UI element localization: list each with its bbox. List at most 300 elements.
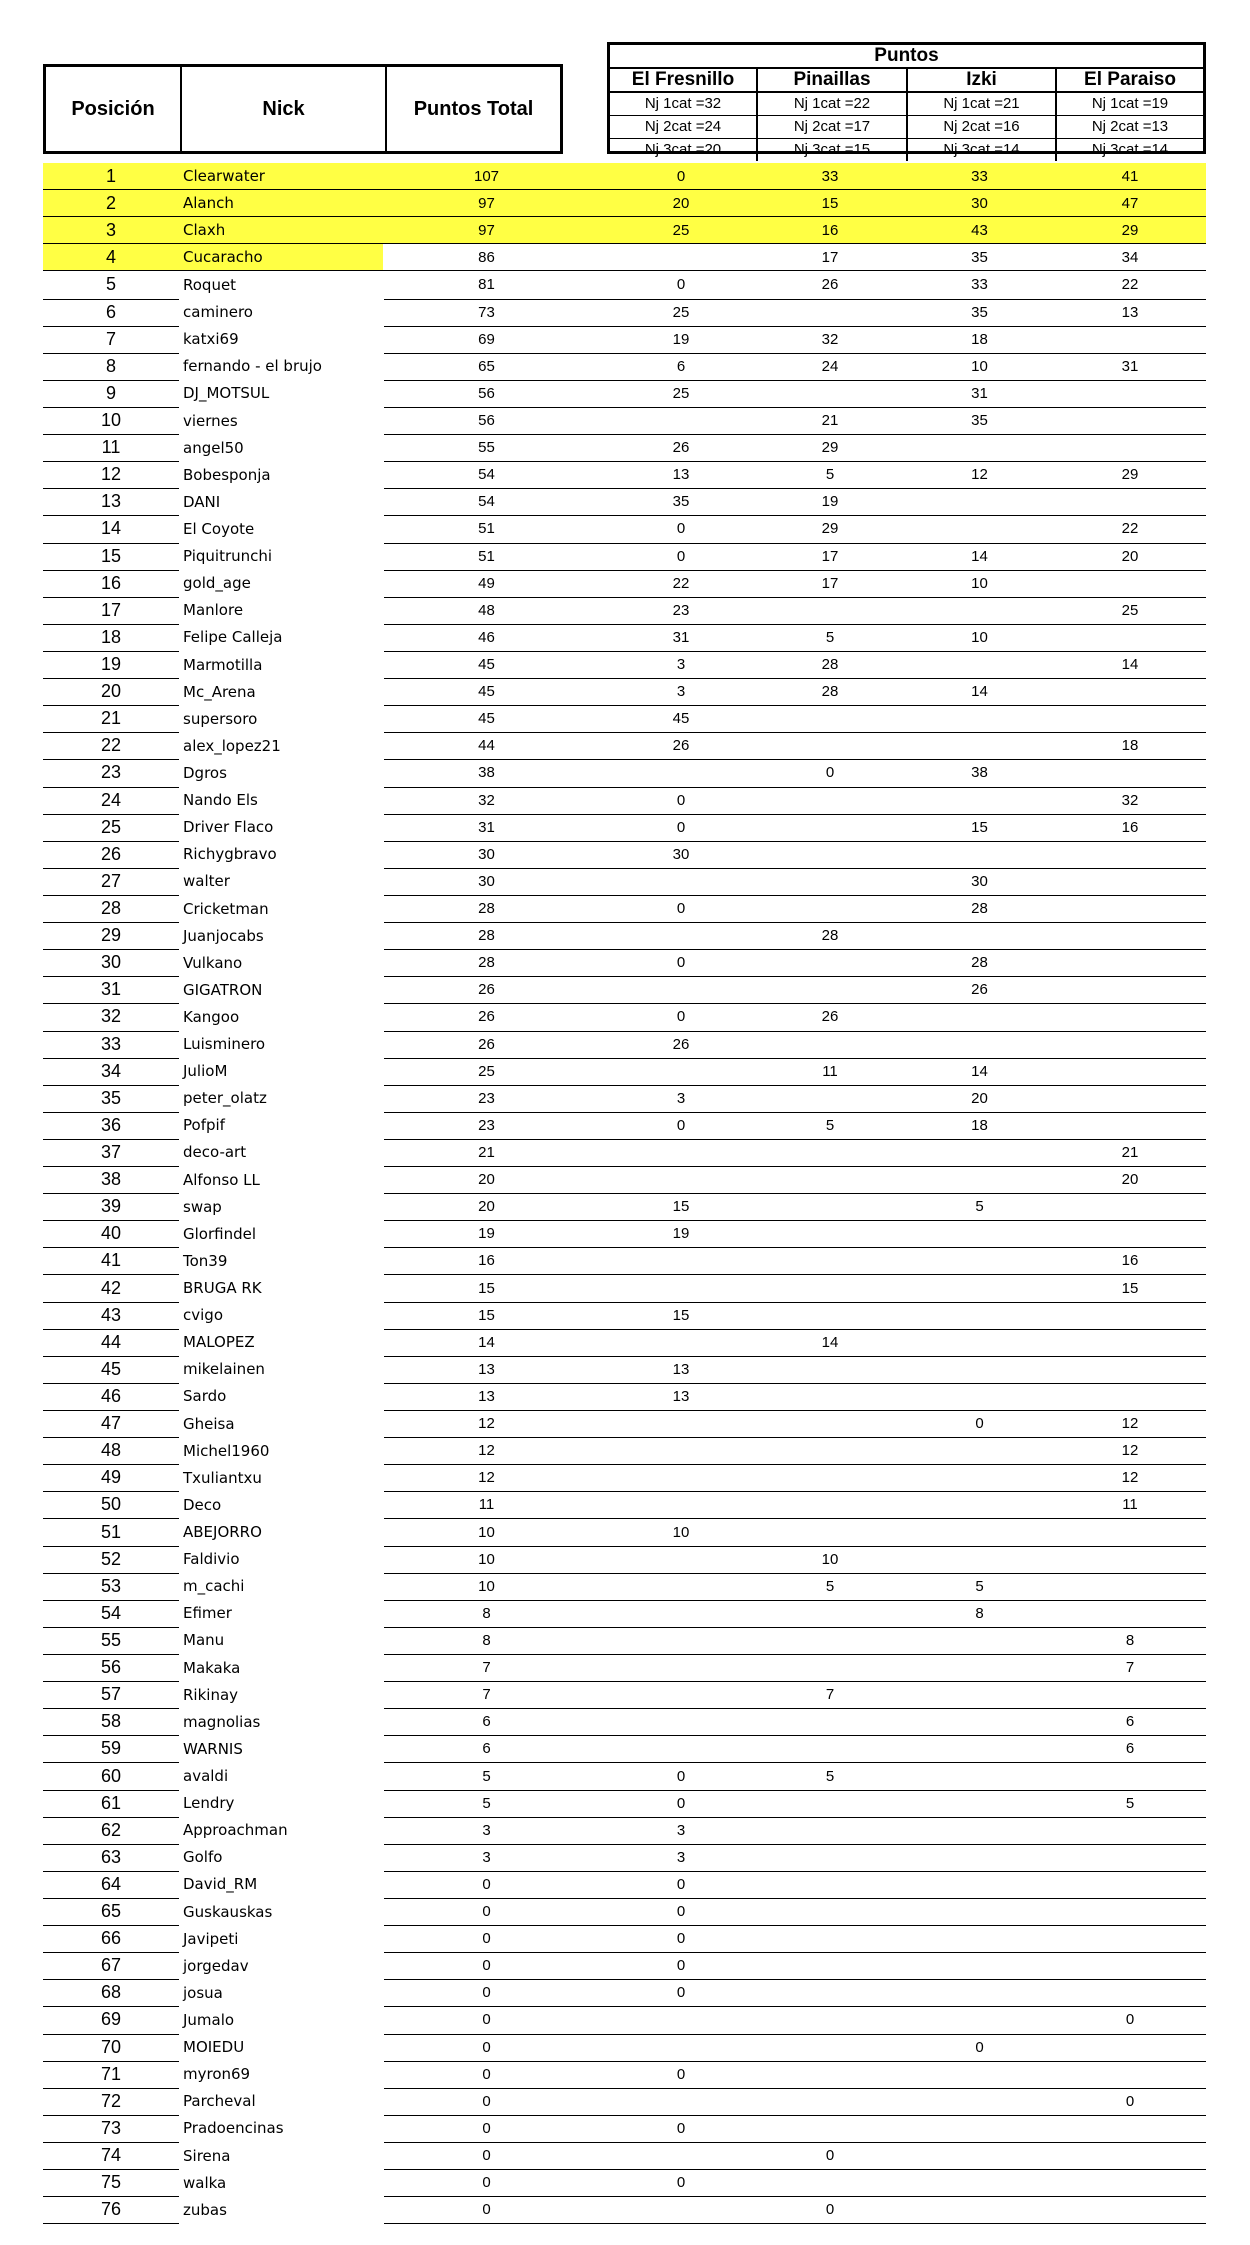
ranking-table bbox=[43, 163, 1206, 2223]
position-cell: 23 bbox=[100, 762, 122, 783]
el-fresnillo-points-cell bbox=[607, 868, 755, 895]
nick-cell: ABEJORRO bbox=[183, 1523, 262, 1542]
total-points-cell: 0 bbox=[482, 2092, 491, 2110]
nick-cell: Lendry bbox=[183, 1794, 235, 1813]
el-fresnillo-points-cell bbox=[607, 244, 755, 270]
el-paraiso-points-cell: 29 bbox=[1121, 466, 1139, 484]
table-row bbox=[43, 2196, 1206, 2223]
table-row bbox=[43, 271, 1206, 298]
pinaillas-points-cell bbox=[755, 1654, 905, 1681]
nick-cell: GIGATRON bbox=[183, 980, 263, 999]
pinaillas-points-cell bbox=[755, 1193, 905, 1220]
pinaillas-points-cell: 32 bbox=[821, 330, 839, 348]
nick-cell: viernes bbox=[183, 411, 238, 430]
position-cell: 52 bbox=[100, 1548, 122, 1569]
pinaillas-points-cell: 19 bbox=[821, 493, 839, 511]
el-paraiso-points-cell bbox=[1054, 705, 1206, 732]
table-row bbox=[43, 1871, 1206, 1898]
pinaillas-points-cell bbox=[755, 1464, 905, 1491]
el-paraiso-points-cell bbox=[1054, 976, 1206, 1003]
position-cell: 46 bbox=[100, 1385, 122, 1406]
izki-points-cell: 8 bbox=[975, 1604, 984, 1622]
nick-cell: Alanch bbox=[183, 194, 234, 213]
nick-cell: Manlore bbox=[183, 601, 244, 620]
nick-cell: caminero bbox=[183, 303, 253, 322]
nick-cell: avaldi bbox=[183, 1767, 229, 1785]
el-paraiso-points-cell bbox=[1054, 1925, 1206, 1952]
izki-points-cell bbox=[905, 651, 1054, 678]
nick-cell: supersoro bbox=[183, 709, 258, 728]
el-paraiso-points-cell bbox=[1054, 1979, 1206, 2006]
table-row bbox=[43, 1112, 1206, 1139]
table-row bbox=[43, 1329, 1206, 1356]
table-row bbox=[43, 217, 1206, 244]
total-points-cell: 3 bbox=[482, 1821, 491, 1839]
position-cell: 74 bbox=[100, 2145, 122, 2166]
el-fresnillo-points-cell: 0 bbox=[676, 1957, 686, 1975]
izki-points-cell: 5 bbox=[975, 1198, 984, 1216]
header-nick: Nick bbox=[182, 67, 387, 151]
izki-points-cell bbox=[905, 2006, 1054, 2033]
nick-cell: Michel1960 bbox=[183, 1441, 270, 1460]
izki-points-cell: 10 bbox=[971, 628, 988, 646]
el-paraiso-points-cell bbox=[1054, 1112, 1206, 1139]
nick-cell: Deco bbox=[183, 1495, 222, 1514]
total-points-cell: 20 bbox=[478, 1198, 495, 1216]
el-fresnillo-points-cell: 0 bbox=[676, 1008, 686, 1026]
position-cell: 68 bbox=[100, 1982, 122, 2003]
position-cell: 24 bbox=[100, 789, 122, 810]
pinaillas-points-cell bbox=[755, 1600, 905, 1627]
total-points-cell: 0 bbox=[482, 2147, 491, 2165]
el-paraiso-points-cell: 21 bbox=[1121, 1143, 1139, 1161]
pinaillas-points-cell: 26 bbox=[821, 1008, 839, 1026]
el-paraiso-points-cell bbox=[1054, 1085, 1206, 1112]
pinaillas-points-cell: 21 bbox=[821, 412, 839, 430]
position-cell: 69 bbox=[100, 2009, 122, 2030]
el-fresnillo-points-cell: 0 bbox=[676, 167, 686, 185]
el-paraiso-points-cell: 0 bbox=[1125, 2092, 1135, 2110]
izki-points-cell bbox=[905, 1247, 1054, 1274]
table-row bbox=[43, 1274, 1206, 1301]
el-fresnillo-points-cell bbox=[607, 1058, 755, 1085]
nick-cell: Cucaracho bbox=[183, 248, 263, 267]
venue-cat3: Nj 3cat =14 bbox=[908, 139, 1057, 161]
total-points-cell: 0 bbox=[482, 2038, 491, 2056]
el-fresnillo-points-cell bbox=[607, 1735, 755, 1762]
nick-cell: fernando - el brujo bbox=[183, 357, 322, 376]
position-cell: 55 bbox=[100, 1629, 122, 1650]
total-points-cell: 0 bbox=[482, 1984, 491, 2002]
el-fresnillo-points-cell: 25 bbox=[672, 221, 690, 239]
table-row bbox=[43, 1708, 1206, 1735]
table-row bbox=[43, 1139, 1206, 1166]
position-cell: 63 bbox=[100, 1846, 122, 1867]
el-fresnillo-points-cell: 0 bbox=[676, 1767, 686, 1785]
position-cell: 8 bbox=[105, 355, 116, 376]
pinaillas-points-cell bbox=[755, 1031, 905, 1058]
total-points-cell: 26 bbox=[478, 1035, 495, 1053]
izki-points-cell: 33 bbox=[971, 276, 988, 294]
izki-points-cell bbox=[905, 1654, 1054, 1681]
el-fresnillo-points-cell: 20 bbox=[672, 194, 690, 212]
table-row bbox=[43, 2034, 1206, 2061]
table-row bbox=[43, 461, 1206, 488]
total-points-cell: 0 bbox=[482, 2119, 491, 2137]
position-cell: 65 bbox=[100, 1901, 122, 1922]
el-paraiso-points-cell bbox=[1054, 1681, 1206, 1708]
position-cell: 43 bbox=[100, 1304, 122, 1325]
nick-cell: MOIEDU bbox=[183, 2038, 245, 2057]
table-row bbox=[43, 1681, 1206, 1708]
table-row bbox=[43, 841, 1206, 868]
pinaillas-points-cell bbox=[755, 2006, 905, 2033]
pinaillas-points-cell: 28 bbox=[821, 656, 839, 674]
nick-cell: El Coyote bbox=[183, 519, 255, 538]
el-fresnillo-points-cell: 35 bbox=[672, 493, 690, 511]
table-row bbox=[43, 2169, 1206, 2196]
nick-cell: Pofpif bbox=[183, 1116, 225, 1135]
total-points-cell: 46 bbox=[478, 628, 495, 646]
nick-cell: Manu bbox=[183, 1631, 225, 1650]
nick-cell: Jumalo bbox=[183, 2010, 235, 2029]
table-row bbox=[43, 1085, 1206, 1112]
total-points-cell: 0 bbox=[482, 2174, 491, 2192]
el-fresnillo-points-cell bbox=[607, 922, 755, 949]
table-row bbox=[43, 244, 1206, 271]
pinaillas-points-cell bbox=[755, 732, 905, 759]
el-paraiso-points-cell: 6 bbox=[1125, 1740, 1135, 1758]
pinaillas-points-cell bbox=[755, 1410, 905, 1437]
nick-cell: Makaka bbox=[183, 1658, 241, 1677]
pinaillas-points-cell: 5 bbox=[825, 1767, 835, 1785]
pinaillas-points-cell bbox=[755, 1952, 905, 1979]
position-cell: 21 bbox=[100, 708, 122, 729]
pinaillas-points-cell bbox=[755, 949, 905, 976]
el-fresnillo-points-cell: 19 bbox=[672, 330, 690, 348]
table-row bbox=[43, 1790, 1206, 1817]
nick-cell: BRUGA RK bbox=[183, 1279, 262, 1298]
nick-cell: Cricketman bbox=[183, 899, 269, 918]
total-points-cell: 73 bbox=[478, 303, 495, 321]
position-cell: 12 bbox=[100, 464, 122, 485]
position-cell: 26 bbox=[100, 843, 122, 864]
venue-cat2: Nj 2cat =17 bbox=[758, 116, 908, 138]
total-points-cell: 81 bbox=[478, 276, 495, 294]
nick-cell: zubas bbox=[183, 2200, 227, 2219]
table-row bbox=[43, 651, 1206, 678]
total-points-cell: 19 bbox=[478, 1225, 495, 1243]
pinaillas-points-cell: 0 bbox=[825, 2201, 835, 2219]
position-cell: 50 bbox=[100, 1494, 122, 1515]
el-fresnillo-points-cell: 25 bbox=[672, 384, 690, 402]
nick-cell: angel50 bbox=[183, 438, 244, 457]
table-row bbox=[43, 1654, 1206, 1681]
position-cell: 37 bbox=[100, 1141, 122, 1162]
el-fresnillo-points-cell: 0 bbox=[676, 1930, 686, 1948]
table-row bbox=[43, 1302, 1206, 1329]
nick-cell: Golfo bbox=[183, 1848, 223, 1867]
position-cell: 5 bbox=[105, 274, 116, 295]
el-fresnillo-points-cell bbox=[607, 1546, 755, 1573]
table-row bbox=[43, 1952, 1206, 1979]
el-paraiso-points-cell: 22 bbox=[1121, 276, 1139, 294]
izki-points-cell bbox=[905, 1979, 1054, 2006]
el-fresnillo-points-cell bbox=[607, 1247, 755, 1274]
el-fresnillo-points-cell: 31 bbox=[672, 628, 690, 646]
izki-points-cell bbox=[905, 1139, 1054, 1166]
izki-points-cell: 30 bbox=[971, 872, 988, 890]
nick-cell: Driver Flaco bbox=[183, 818, 274, 837]
el-fresnillo-points-cell: 45 bbox=[672, 710, 690, 728]
pinaillas-points-cell bbox=[755, 841, 905, 868]
el-paraiso-points-cell: 7 bbox=[1125, 1659, 1135, 1677]
table-row bbox=[43, 570, 1206, 597]
position-cell: 60 bbox=[100, 1765, 122, 1786]
pinaillas-points-cell bbox=[755, 895, 905, 922]
el-fresnillo-points-cell: 26 bbox=[672, 1035, 690, 1053]
total-points-cell: 45 bbox=[478, 710, 495, 728]
el-fresnillo-points-cell bbox=[607, 1410, 755, 1437]
table-row bbox=[43, 1844, 1206, 1871]
el-fresnillo-points-cell: 0 bbox=[676, 520, 686, 538]
total-points-cell: 30 bbox=[478, 845, 495, 863]
el-paraiso-points-cell: 12 bbox=[1121, 1415, 1139, 1433]
el-paraiso-points-cell: 6 bbox=[1125, 1713, 1135, 1731]
nick-cell: Roquet bbox=[183, 275, 237, 294]
total-points-cell: 30 bbox=[478, 872, 495, 890]
total-points-cell: 10 bbox=[478, 1550, 495, 1568]
nick-cell: David_RM bbox=[183, 1875, 258, 1894]
izki-points-cell: 35 bbox=[971, 248, 988, 266]
column-header-left bbox=[43, 64, 563, 154]
izki-points-cell: 5 bbox=[975, 1577, 984, 1595]
nick-cell: Efimer bbox=[183, 1604, 232, 1623]
venue-cat1: Nj 1cat =19 bbox=[1091, 95, 1169, 112]
pinaillas-points-cell bbox=[755, 1708, 905, 1735]
row-divider bbox=[43, 2223, 179, 2224]
izki-points-cell bbox=[905, 515, 1054, 542]
position-cell: 41 bbox=[100, 1250, 122, 1271]
total-points-cell: 13 bbox=[478, 1387, 495, 1405]
nick-cell: walter bbox=[183, 872, 230, 891]
table-row bbox=[43, 1817, 1206, 1844]
izki-points-cell bbox=[905, 1762, 1054, 1789]
venue-name: El Fresnillo bbox=[610, 69, 758, 91]
el-fresnillo-points-cell: 0 bbox=[676, 276, 686, 294]
table-row bbox=[43, 380, 1206, 407]
total-points-cell: 15 bbox=[478, 1306, 495, 1324]
venue-cat1: Nj 1cat =22 bbox=[758, 93, 908, 115]
pinaillas-points-cell: 16 bbox=[821, 221, 839, 239]
nick-cell: WARNIS bbox=[183, 1739, 243, 1758]
nick-cell: Txuliantxu bbox=[183, 1468, 262, 1487]
el-paraiso-points-cell: 22 bbox=[1121, 520, 1139, 538]
venue-cat3: Nj 3cat =20 bbox=[610, 139, 758, 161]
pinaillas-points-cell: 26 bbox=[821, 276, 839, 294]
position-cell: 3 bbox=[105, 219, 116, 240]
position-cell: 1 bbox=[105, 165, 116, 186]
position-cell: 76 bbox=[100, 2199, 122, 2220]
el-fresnillo-points-cell bbox=[607, 1329, 755, 1356]
total-points-cell: 65 bbox=[478, 357, 495, 375]
el-fresnillo-points-cell: 3 bbox=[676, 1848, 686, 1866]
position-cell: 14 bbox=[100, 518, 122, 539]
header-puntos: Puntos bbox=[610, 45, 1203, 69]
pinaillas-points-cell: 28 bbox=[821, 927, 839, 945]
nick-cell: Alfonso LL bbox=[183, 1170, 260, 1189]
table-row bbox=[43, 1464, 1206, 1491]
total-points-cell: 28 bbox=[478, 927, 495, 945]
total-points-cell: 3 bbox=[482, 1848, 491, 1866]
position-cell: 29 bbox=[100, 925, 122, 946]
el-fresnillo-points-cell: 23 bbox=[672, 601, 690, 619]
position-cell: 61 bbox=[100, 1792, 122, 1813]
nick-cell: Javipeti bbox=[183, 1929, 239, 1948]
table-row bbox=[43, 1491, 1206, 1518]
el-fresnillo-points-cell bbox=[607, 1139, 755, 1166]
table-row bbox=[43, 759, 1206, 786]
el-fresnillo-points-cell bbox=[607, 1654, 755, 1681]
izki-points-cell: 14 bbox=[971, 683, 988, 701]
position-cell: 44 bbox=[100, 1331, 122, 1352]
el-fresnillo-points-cell bbox=[607, 2006, 755, 2033]
el-paraiso-points-cell bbox=[1054, 326, 1206, 353]
nick-cell: Piquitrunchi bbox=[183, 547, 273, 566]
izki-points-cell bbox=[905, 1790, 1054, 1817]
izki-points-cell bbox=[905, 488, 1054, 515]
total-points-cell: 51 bbox=[478, 520, 495, 538]
table-row bbox=[43, 434, 1206, 461]
nick-cell: Gheisa bbox=[183, 1414, 235, 1433]
el-fresnillo-points-cell: 0 bbox=[676, 954, 686, 972]
table-row bbox=[43, 1762, 1206, 1789]
el-paraiso-points-cell bbox=[1054, 407, 1206, 434]
el-paraiso-points-cell bbox=[1054, 1220, 1206, 1247]
nick-cell: Guskauskas bbox=[183, 1902, 273, 1921]
el-fresnillo-points-cell bbox=[607, 2088, 755, 2115]
izki-points-cell: 10 bbox=[971, 574, 988, 592]
izki-points-cell: 43 bbox=[971, 221, 988, 239]
izki-points-cell: 0 bbox=[975, 1415, 984, 1433]
el-paraiso-points-cell bbox=[1054, 922, 1206, 949]
el-fresnillo-points-cell bbox=[607, 1708, 755, 1735]
izki-points-cell: 30 bbox=[971, 194, 988, 212]
total-points-cell: 20 bbox=[478, 1171, 495, 1189]
el-paraiso-points-cell bbox=[1054, 488, 1206, 515]
el-fresnillo-points-cell bbox=[607, 1600, 755, 1627]
el-paraiso-points-cell bbox=[1054, 1193, 1206, 1220]
pinaillas-points-cell: 14 bbox=[821, 1333, 839, 1351]
position-cell: 58 bbox=[100, 1711, 122, 1732]
el-paraiso-points-cell bbox=[1054, 380, 1206, 407]
el-paraiso-points-cell: 12 bbox=[1121, 1442, 1139, 1460]
izki-points-cell bbox=[905, 1383, 1054, 1410]
el-paraiso-points-cell bbox=[1054, 2169, 1206, 2196]
izki-points-cell: 12 bbox=[971, 466, 988, 484]
el-paraiso-points-cell bbox=[1054, 1762, 1206, 1789]
el-paraiso-points-cell bbox=[1054, 1600, 1206, 1627]
izki-points-cell: 18 bbox=[971, 1116, 988, 1134]
el-fresnillo-points-cell: 26 bbox=[672, 439, 690, 457]
izki-points-cell: 35 bbox=[971, 412, 988, 430]
el-paraiso-points-cell: 5 bbox=[1125, 1794, 1135, 1812]
el-paraiso-points-cell bbox=[1054, 1817, 1206, 1844]
table-row bbox=[43, 1166, 1206, 1193]
el-paraiso-points-cell bbox=[1054, 2142, 1206, 2169]
table-row bbox=[43, 326, 1206, 353]
position-cell: 25 bbox=[100, 816, 122, 837]
el-fresnillo-points-cell: 0 bbox=[676, 1794, 686, 1812]
table-row bbox=[43, 678, 1206, 705]
pinaillas-points-cell bbox=[755, 2061, 905, 2088]
el-paraiso-points-cell bbox=[1054, 1058, 1206, 1085]
el-fresnillo-points-cell bbox=[607, 2034, 755, 2061]
total-points-cell: 44 bbox=[478, 737, 495, 755]
nick-cell: Ton39 bbox=[183, 1251, 228, 1270]
pinaillas-points-cell bbox=[755, 1898, 905, 1925]
el-fresnillo-points-cell: 26 bbox=[672, 737, 690, 755]
pinaillas-points-cell: 5 bbox=[825, 466, 835, 484]
total-points-cell: 51 bbox=[478, 547, 495, 565]
nick-cell: magnolias bbox=[183, 1712, 261, 1731]
pinaillas-points-cell: 5 bbox=[825, 1577, 835, 1595]
table-row bbox=[43, 2088, 1206, 2115]
el-paraiso-points-cell: 47 bbox=[1121, 194, 1139, 212]
position-cell: 35 bbox=[100, 1087, 122, 1108]
venue-cat2-row bbox=[610, 116, 1203, 139]
el-paraiso-points-cell: 8 bbox=[1125, 1631, 1135, 1649]
pinaillas-points-cell bbox=[755, 814, 905, 841]
total-points-cell: 55 bbox=[478, 439, 495, 457]
table-row bbox=[43, 1003, 1206, 1030]
position-cell: 42 bbox=[100, 1277, 122, 1298]
venue-name: El Paraiso bbox=[1084, 69, 1176, 90]
venue-cat2: Nj 2cat =13 bbox=[1091, 118, 1169, 135]
izki-points-cell bbox=[905, 787, 1054, 814]
position-cell: 62 bbox=[100, 1819, 122, 1840]
total-points-cell: 15 bbox=[478, 1279, 495, 1297]
izki-points-cell bbox=[905, 1003, 1054, 1030]
table-row bbox=[43, 1247, 1206, 1274]
pinaillas-points-cell bbox=[755, 1491, 905, 1518]
total-points-cell: 49 bbox=[478, 574, 495, 592]
izki-points-cell: 10 bbox=[971, 357, 988, 375]
el-fresnillo-points-cell bbox=[607, 1573, 755, 1600]
pinaillas-points-cell: 28 bbox=[821, 683, 839, 701]
row-divider bbox=[384, 2223, 1206, 2224]
el-paraiso-points-cell bbox=[1054, 624, 1206, 651]
nick-cell: Dgros bbox=[183, 763, 227, 782]
total-points-cell: 21 bbox=[478, 1143, 495, 1161]
position-cell: 39 bbox=[100, 1196, 122, 1217]
izki-points-cell: 0 bbox=[975, 2038, 984, 2056]
el-paraiso-points-cell bbox=[1054, 841, 1206, 868]
position-cell: 27 bbox=[100, 870, 122, 891]
nick-cell: Mc_Arena bbox=[183, 682, 256, 701]
position-cell: 9 bbox=[105, 382, 116, 403]
position-cell: 36 bbox=[100, 1114, 122, 1135]
nick-cell: m_cachi bbox=[183, 1577, 245, 1596]
el-fresnillo-points-cell: 0 bbox=[676, 1875, 686, 1893]
pinaillas-points-cell: 15 bbox=[821, 194, 839, 212]
pinaillas-points-cell bbox=[755, 1817, 905, 1844]
pinaillas-points-cell: 24 bbox=[821, 357, 839, 375]
el-fresnillo-points-cell: 3 bbox=[676, 1089, 686, 1107]
table-row bbox=[43, 1410, 1206, 1437]
el-paraiso-points-cell bbox=[1054, 1546, 1206, 1573]
pinaillas-points-cell bbox=[755, 2088, 905, 2115]
